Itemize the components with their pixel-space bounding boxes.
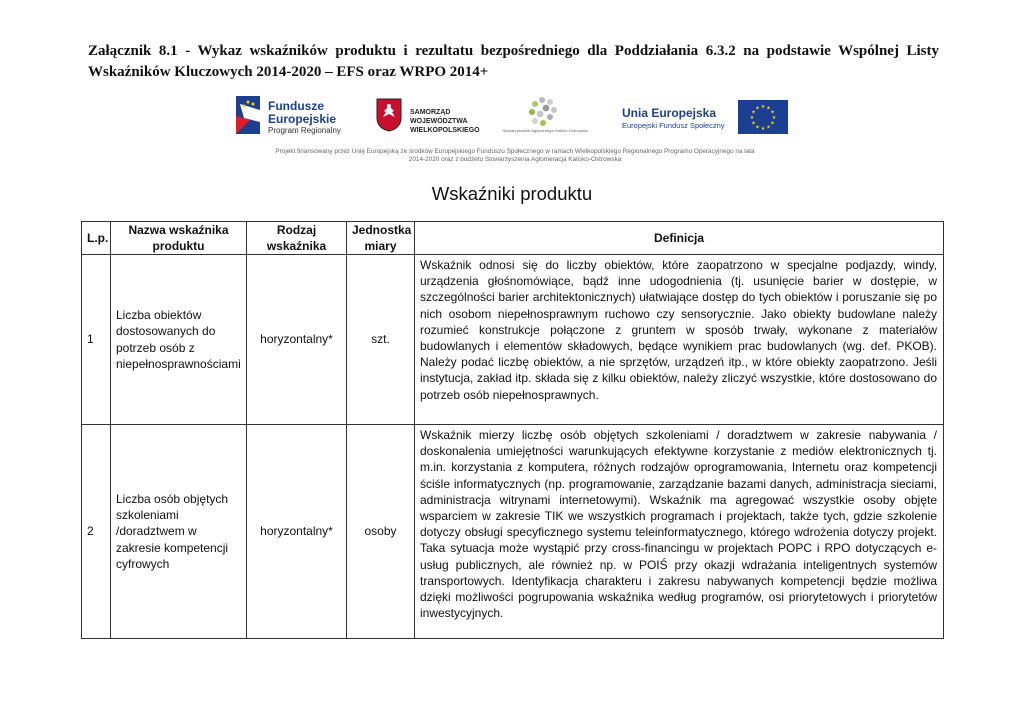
row-definition: Wskaźnik mierzy liczbę osób objętych szkoleniami / doradztwem w zakresie nabywania / doskonalenia umiejętności warunkujących efektywne korzystanie z mediów elektronicznych tj. m.in. korzystania z komputera, różnych rodzajów oprogramowania, Internetu oraz kompetencji ściśle informatycznych (np. programowanie, zarządzanie bazami danych, administracja sieciami, administracja witrynami internetowymi). Wskaźnik ma agregować wszystkie osoby objęte wsparciem w zakresie TIK we wszystkich programach i projektach, także tych, gdzie szkolenie dotyczy obsługi specyficznego systemu teleinformatycznego, którego wdrożenia dotyczy projekt. Taka sytuacja może wystąpić przy cross-financingu w projektach POPC i RPO dotyczących e-usług publicznych, ale również np. w POIŚ przy okazji wdrażania inteligentnych systemów transportowych. Identyfikacja charakteru i zakresu nabywanych kompetencji będzie możliwa dzięki możliwości pogrupowania wskaźnika według programów, osi priorytetowych i priorytetów inwestycyjnych.: [415, 425, 944, 639]
eagle-shield-icon: [376, 98, 402, 132]
section-title: Wskaźniki produktu: [431, 183, 593, 204]
svg-text:★: ★: [770, 120, 775, 127]
header-name: Nazwa wskaźnika produktu: [111, 222, 247, 255]
stowarzyszenie-label: Stowarzyszenie Aglomeracja Kalisko-Ostrowska: [502, 128, 588, 133]
svg-text:★: ★: [760, 126, 766, 132]
header-lp: L.p.: [82, 222, 111, 255]
header-type: Rodzaj wskaźnika: [247, 222, 347, 255]
svg-text:★: ★: [770, 109, 775, 116]
ue-line2: Europejski Fundusz Społeczny: [622, 121, 725, 130]
ue-line1: Unia Europejska: [622, 106, 717, 120]
svg-text:★: ★: [755, 124, 760, 131]
svg-text:★: ★: [771, 115, 777, 121]
fe-line3: Program Regionalny: [268, 126, 341, 135]
row-unit: szt.: [347, 255, 415, 425]
fundusze-europejskie-logo: [236, 94, 366, 140]
unia-europejska-logo: [622, 94, 794, 140]
header-unit: Jednostka miary: [347, 222, 415, 255]
svg-text:★: ★: [749, 115, 755, 121]
dots-icon: [502, 94, 588, 140]
table-header-row: [82, 222, 944, 255]
row-type: horyzontalny*: [247, 425, 347, 639]
svg-text:★: ★: [766, 124, 771, 131]
row-definition: Wskaźnik odnosi się do liczby obiektów, które zaopatrzono w specjalne podjazdy, windy, urządzenia głośnomówiące, bądź inne udogodnienia (tj. usunięcie barier w dostępie, w szczególności barier architektonicznych) ułatwiające dostęp do tych obiektów i poruszanie się po nich osobom niepełnosprawnym ruchowo czy sensorycznie. Jako obiekty budowlane należy rozumieć konstrukcje połączone z gruntem w sposób trwały, wykonane z materiałów budowlanych i elementów składowych, będące wynikiem prac budowlanych (wg. def. PKOB). Należy podać liczbę obiektów, a nie sprzętów, urządzeń itp., w które obiekty zaopatrzono. Jeśli instytucja, zakład itp. składa się z kilku obiektów, należy zliczyć wszystkie, które dostosowano do potrzeb osób niepełnosprawnych.: [415, 255, 944, 425]
document-heading: Załącznik 8.1 - Wykaz wskaźników produktu i rezultatu bezpośredniego dla Poddziałania 6.3.2 na podstawie Wspólnej Listy Wskaźników Kluczowych 2014-2020 – EFS oraz WRPO 2014+: [88, 43, 939, 80]
fe-flag-icon: [236, 96, 260, 134]
fe-line1: Fundusze: [268, 99, 324, 113]
row-name: Liczba osób objętych szkoleniami /doradztwem w zakresie kompetencji cyfrowych: [111, 425, 247, 639]
svg-text:★: ★: [751, 109, 756, 116]
stowarzyszenie-logo: [502, 94, 588, 140]
samorzad-logo: [376, 94, 492, 140]
row-unit: osoby: [347, 425, 415, 639]
samorzad-text: SAMORZĄD WOJEWÓDZTWA WIELKOPOLSKIEGO: [410, 109, 480, 134]
row-type: horyzontalny*: [247, 255, 347, 425]
table-row: [82, 425, 944, 639]
svg-text:★: ★: [766, 105, 771, 112]
eu-flag-icon: [738, 100, 788, 134]
row-name: Liczba obiektów dostosowanych do potrzeb osób z niepełnosprawnościami: [111, 255, 247, 425]
logo-bar: [230, 94, 800, 140]
svg-text:★: ★: [760, 104, 766, 110]
indicators-table: [81, 221, 944, 639]
row-lp: 2: [82, 425, 111, 639]
svg-text:★: ★: [755, 105, 760, 112]
row-lp: 1: [82, 255, 111, 425]
table-row: [82, 255, 944, 425]
funding-note: Projekt finansowany przez Unię Europejską ze środków Europejskiego Funduszu Społecznego w ramach Wielkopolskiego Regionalnego Programu Operacyjnego na lata 2014-2020 oraz z budżetu Stowarzyszenia Aglomeracja Kalisko-Ostrowska: [275, 148, 755, 163]
svg-text:★: ★: [751, 120, 756, 127]
header-definition: Definicja: [415, 222, 944, 255]
fe-line2: Europejskie: [268, 112, 337, 126]
